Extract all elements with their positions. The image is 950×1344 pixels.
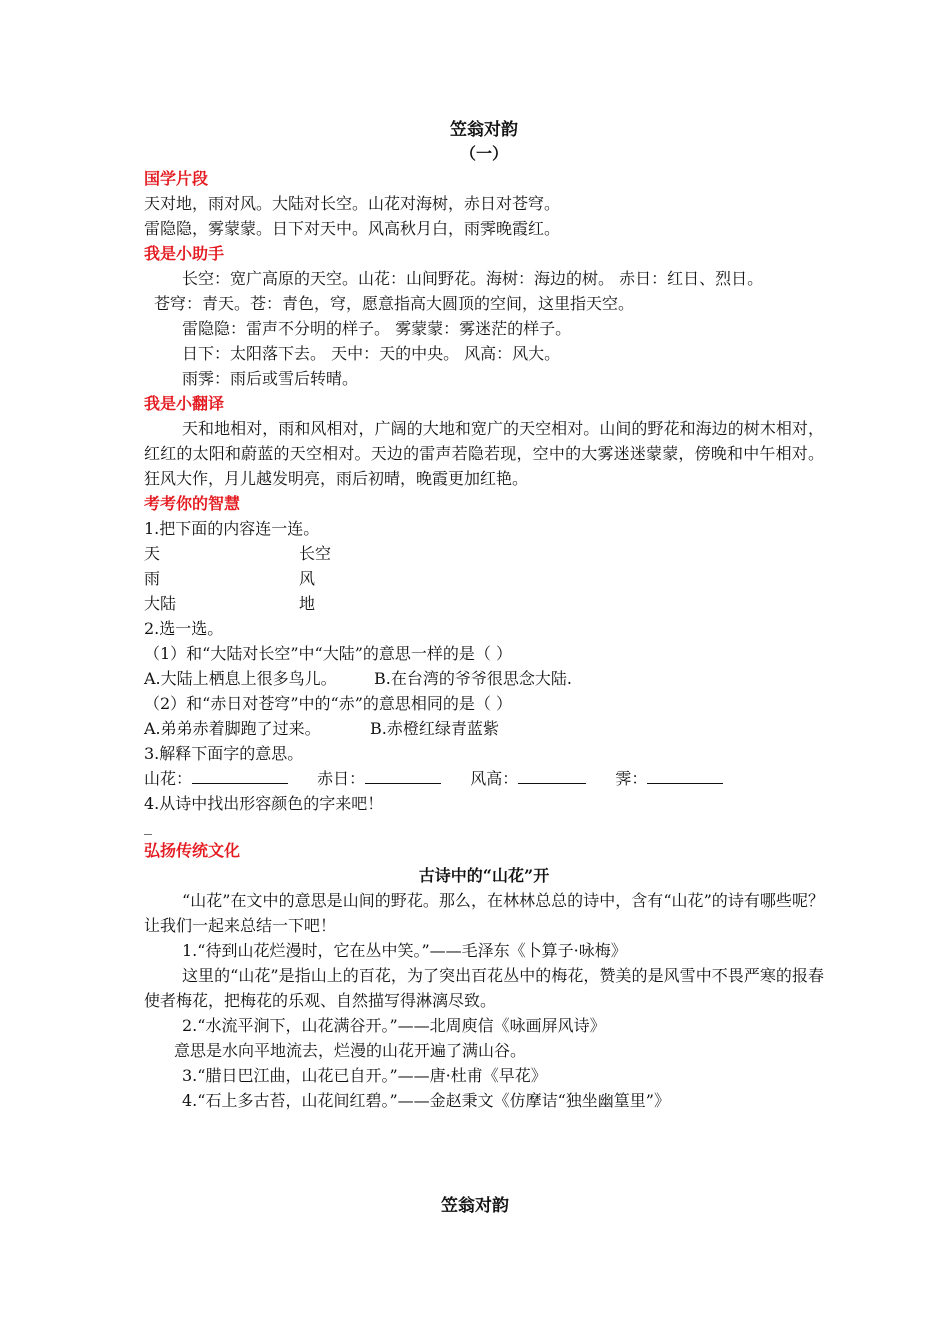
quiz-q2-1: （1）和“大陆对长空”中“大陆”的意思一样的是（ ） (144, 644, 512, 663)
heading-helper: 我是小助手 (144, 244, 225, 263)
helper-line: 苍穹：青天。苍：青色，穹，愿意指高大圆顶的空间，这里指天空。 (154, 294, 635, 313)
quiz-q3: 3.解释下面字的意思。 (144, 744, 304, 763)
blank-label: 赤日： (317, 769, 366, 788)
culture-item: 1.“待到山花烂漫时，它在丛中笑。”——毛泽东《卜算子·咏梅》 (182, 941, 627, 960)
culture-intro: “山花”在文中的意思是山间的野花。那么，在林林总总的诗中，含有“山花”的诗有哪些呢？让我们一起来总结一下吧！ (144, 891, 824, 935)
quiz-q3-blanks (144, 766, 824, 791)
quiz-q1: 1.把下面的内容连一连。 (144, 519, 320, 538)
answer-blank[interactable] (192, 767, 288, 784)
translation-paragraph: 天和地相对，雨和风相对，广阔的大地和宽广的天空相对。山间的野花和海边的树木相对，红红的太阳和蔚蓝的天空相对。天边的雷声若隐若现，空中的大雾迷迷蒙蒙，傍晚和中午相对。狂风大作，月儿越发明亮，雨后初晴，晚霞更加红艳。 (144, 419, 824, 488)
match-row (144, 591, 824, 616)
option-b: B.在台湾的爷爷很思念大陆. (374, 669, 572, 688)
heading-translate: 我是小翻译 (144, 394, 225, 413)
document-page (144, 118, 824, 1113)
poem-title: 古诗中的“山花”开 (418, 866, 550, 885)
culture-item: 意思是水向平地流去，烂漫的山花开遍了满山谷。 (174, 1041, 527, 1060)
doc-title: 笠翁对韵 (450, 120, 518, 140)
option-b: B.赤橙红绿青蓝紫 (370, 719, 499, 738)
quiz-q2-1-options (144, 666, 824, 691)
match-left: 大陆 (144, 594, 177, 613)
answer-blank[interactable] (518, 767, 586, 784)
next-page-title: 笠翁对韵 (441, 1196, 509, 1216)
option-a: A.大陆上栖息上很多鸟儿。 (144, 669, 337, 688)
answer-blank[interactable] (647, 767, 723, 784)
match-left: 雨 (144, 569, 161, 588)
culture-item: 3.“腊日巴江曲，山花已自开。”——唐·杜甫《早花》 (182, 1066, 547, 1085)
guoxue-line: 雷隐隐，雾蒙蒙。日下对天中。风高秋月白，雨霁晚霞红。 (144, 219, 561, 238)
quiz-q4: 4.从诗中找出形容颜色的字来吧！ (144, 794, 384, 813)
culture-item: 这里的“山花”是指山上的百花，为了突出百花丛中的梅花，赞美的是风雪中不畏严寒的报春使者梅花，把梅花的乐观、自然描写得淋漓尽致。 (144, 966, 824, 1010)
option-a: A.弟弟赤着脚跑了过来。 (144, 719, 321, 738)
quiz-q2-2-options (144, 716, 824, 741)
blank-label: 山花： (144, 769, 193, 788)
heading-culture: 弘扬传统文化 (144, 841, 241, 860)
helper-line: 日下：太阳落下去。 天中：天的中央。 风高：风大。 (182, 344, 561, 363)
answer-blank[interactable] (365, 767, 441, 784)
match-right: 风 (299, 569, 316, 588)
culture-item: 4.“石上多古苔，山花间红碧。”——金赵秉文《仿摩诘“独坐幽篁里”》 (182, 1091, 670, 1110)
helper-line: 雷隐隐：雷声不分明的样子。 雾蒙蒙：雾迷茫的样子。 (182, 319, 572, 338)
match-right: 长空 (299, 544, 332, 563)
quiz-q2-2: （2）和“赤日对苍穹”中的“赤”的意思相同的是（ ） (144, 694, 512, 713)
doc-subtitle: （一） (459, 144, 508, 163)
match-row (144, 566, 824, 591)
quiz-q2: 2.选一选。 (144, 619, 224, 638)
culture-item: 2.“水流平涧下，山花满谷开。”——北周庾信《咏画屏风诗》 (182, 1016, 606, 1035)
helper-line: 长空：宽广高原的天空。山花：山间野花。海树：海边的树。 赤日：红日、烈日。 (182, 269, 764, 288)
heading-quiz: 考考你的智慧 (144, 494, 241, 513)
heading-guoxue: 国学片段 (144, 169, 209, 188)
blank-label: 霁： (615, 769, 648, 788)
stray-underscore: _ (144, 816, 152, 835)
blank-label: 风高： (470, 769, 519, 788)
helper-line: 雨霁：雨后或雪后转晴。 (182, 369, 359, 388)
guoxue-line: 天对地，雨对风。大陆对长空。山花对海树，赤日对苍穹。 (144, 194, 561, 213)
match-right: 地 (299, 594, 316, 613)
match-row (144, 541, 824, 566)
match-left: 天 (144, 544, 161, 563)
